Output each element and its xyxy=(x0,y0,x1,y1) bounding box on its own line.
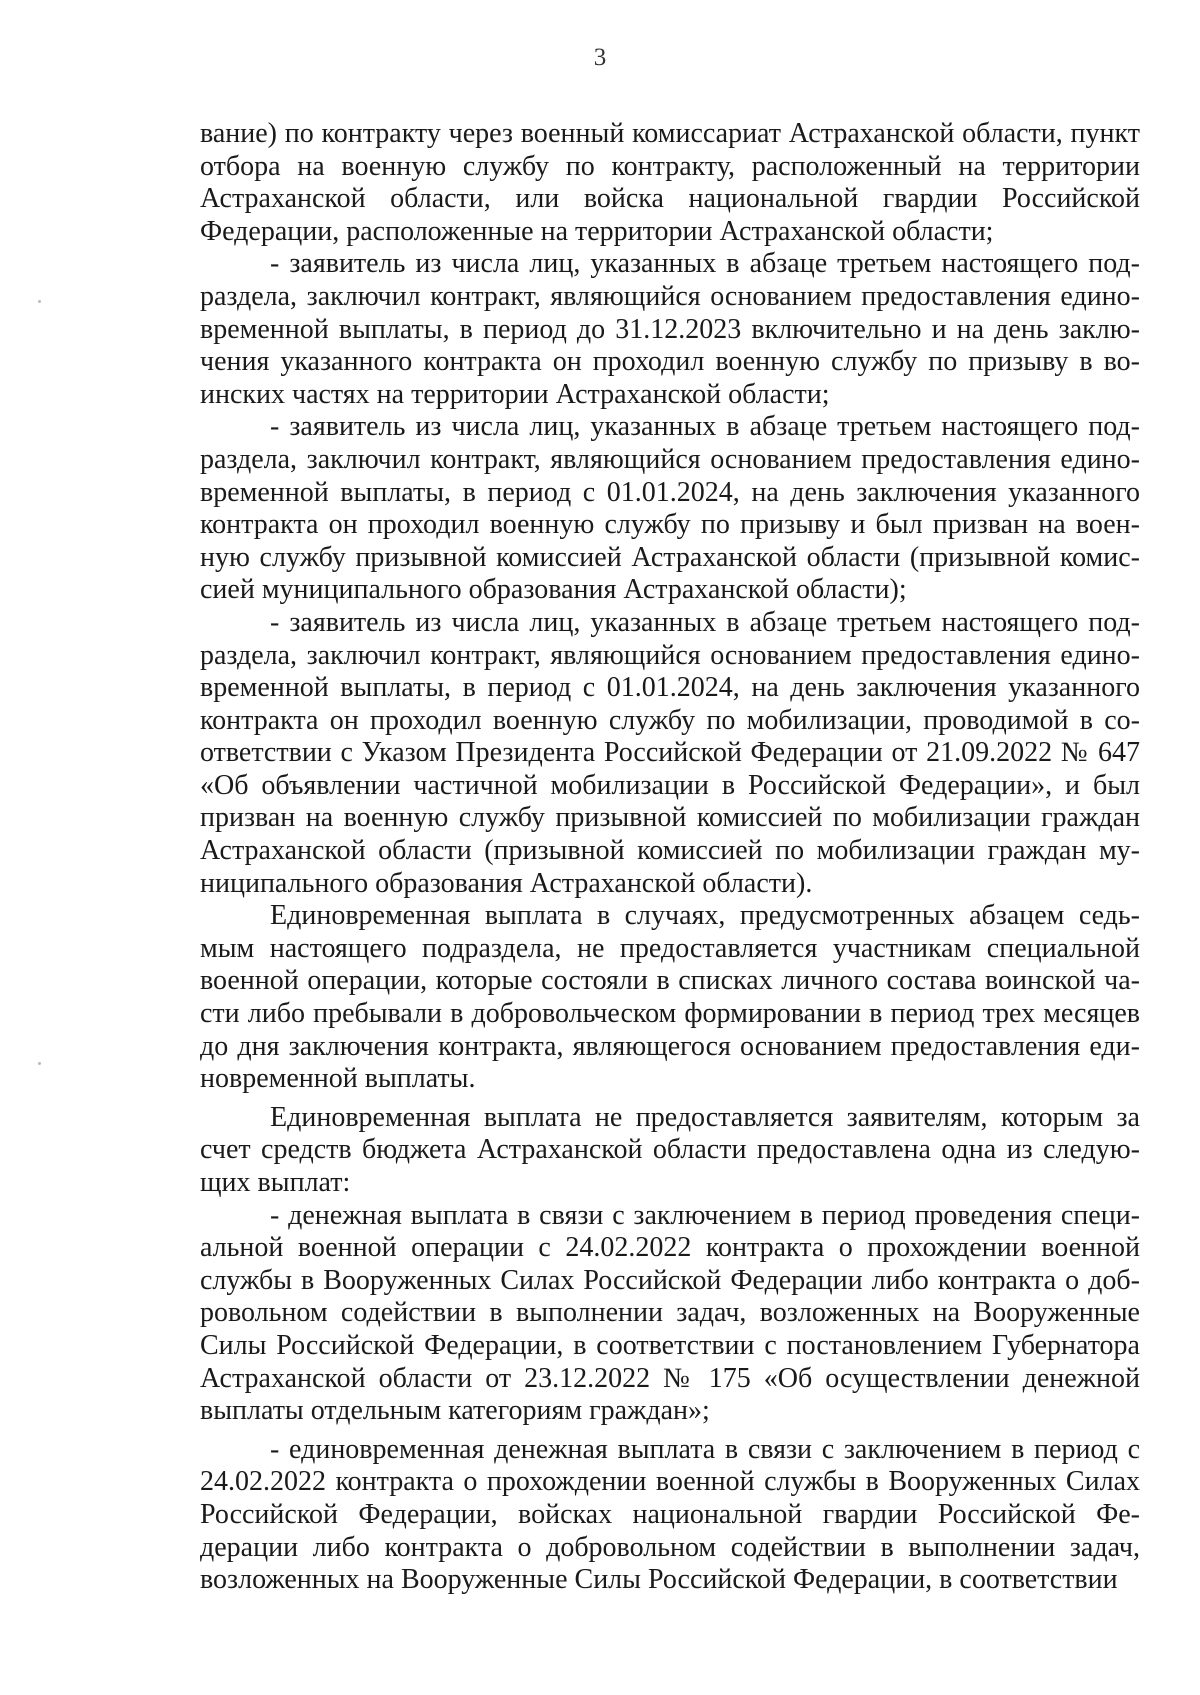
document-body xyxy=(200,118,1140,1597)
paragraph-payment-decree-175: - денежная выплата в связи с заключением в период проведения специальной военной операции с 24.02.2022 контракта о прохождении военной службы в Вооруженных Силах Российской Федерации либо контракта о добровольном содействии в выполнении задач, возложенных на Вооруженные Силы Российской Федерации, в соответствии с постановлением Губернатора Астраханской области от 23.12.2022 № 175 «Об осуществлении денежной выплаты отдельным категориям граждан»; xyxy=(200,1199,1140,1427)
page-number: 3 xyxy=(593,44,607,71)
paragraph-condition-mobilization-from-2024: - заявитель из числа лиц, указанных в абзаце третьем настоящего подраздела, заключил контракт, являющийся основанием предоставления единовременной выплаты, в период с 01.01.2024, на день заключения указанного контракта он проходил военную службу по мобилизации, проводимой в соответствии с Указом Президента Российской Федерации от 21.09.2022 № 647 «Об объявлении частичной мобилизации в Российской Федерации», и был призван на военную службу призывной комиссией по мобилизации граждан Астраханской области (призывной комиссией по мобилизации граждан муниципального образования Астраханской области). xyxy=(200,606,1140,899)
paragraph-payment-one-time: - единовременная денежная выплата в связи с заключением в период с 24.02.2022 контракта о прохождении военной службы в Вооруженных Силах Российской Федерации, войсках национальной гвардии Российской Федерации либо контракта о добровольном содействии в выполнении задач, возложенных на Вооруженные Силы Российской Федерации, в соответствии xyxy=(200,1433,1140,1596)
paragraph-continuation: вание) по контракту через военный комиссариат Астраханской области, пункт отбора на военную службу по контракту, расположенный на территории Астраханской области, или войска национальной гвардии Российской Федерации, расположенные на территории Астраханской области; xyxy=(200,118,1140,247)
paragraph-exclusion-other-payments: Единовременная выплата не предоставляется заявителям, которым за счет средств бюджета Астраханской области предоставлена одна из следующих выплат: xyxy=(200,1101,1140,1198)
paragraph-condition-conscript-from-2024: - заявитель из числа лиц, указанных в абзаце третьем настоящего подраздела, заключил контракт, являющийся основанием предоставления единовременной выплаты, в период с 01.01.2024, на день заключения указанного контракта он проходил военную службу по призыву и был призван на военную службу призывной комиссией Астраханской области (призывной комиссией муниципального образования Астраханской области); xyxy=(200,411,1140,606)
paragraph-exclusion-svo-participants: Единовременная выплата в случаях, предусмотренных абзацем седьмым настоящего подраздела, не предоставляется участникам специальной военной операции, которые состояли в списках личного состава воинской части либо пребывали в добровольческом формировании в период трех месяцев до дня заключения контракта, являющегося основанием предоставления единовременной выплаты. xyxy=(200,900,1140,1095)
scan-speck xyxy=(38,300,41,303)
paragraph-condition-conscript-before-2024: - заявитель из числа лиц, указанных в абзаце третьем настоящего подраздела, заключил контракт, являющийся основанием предоставления единовременной выплаты, в период до 31.12.2023 включительно и на день заключения указанного контракта он проходил военную службу по призыву в воинских частях на территории Астраханской области; xyxy=(200,248,1140,410)
scan-speck xyxy=(38,1062,41,1065)
